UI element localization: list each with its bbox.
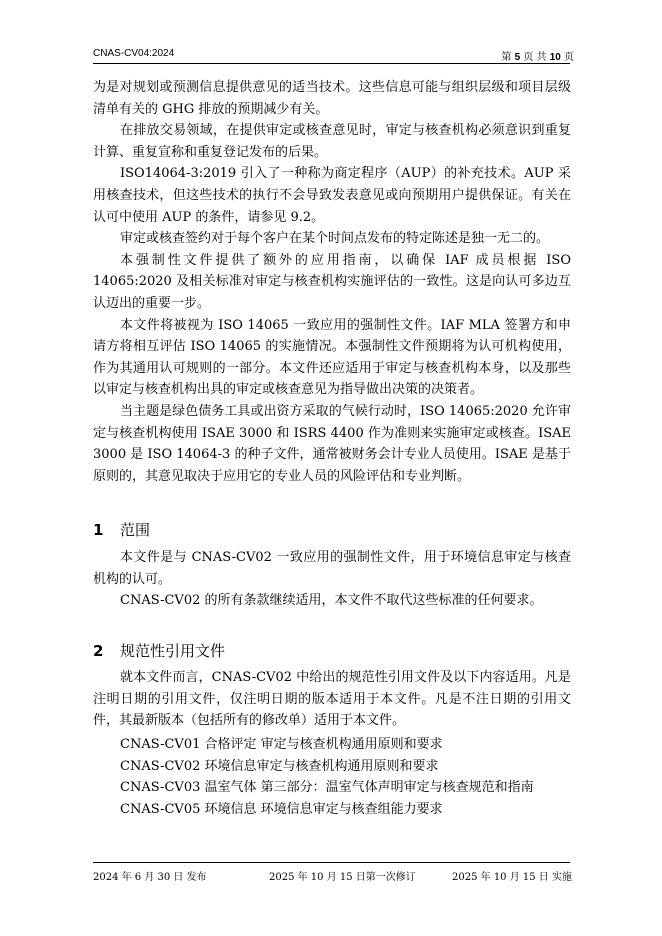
section-paragraph: CNAS-CV02 的所有条款继续适用，本文件不取代这些标准的任何要求。 [120,593,543,609]
intro-paragraph: 本强制性文件提供了额外的应用指南，以确保 IAF 成员根据 ISO 14065:2020 及相关标准对审定与核查机构实施评估的一致性。这是向认可多边互认迈出的重要一步。 [93,252,571,311]
intro-text [93,77,571,487]
page-indicator [501,48,574,63]
section-2-body [93,667,571,732]
publish-date: 2024 年 6 月 30 日 发布 [93,872,207,883]
section-1-body [93,547,571,612]
section-1-heading [93,519,150,540]
header-rule [93,63,570,64]
reference-list [120,734,534,820]
reference-item: CNAS-CV05 环境信息 环境信息审定与核查组能力要求 [120,801,443,817]
section-2-heading [93,640,225,661]
page-number: 5 [514,52,521,63]
section-paragraph: 本文件是与 CNAS-CV02 一致应用的强制性文件，用于环境信息审定与核查机构的认可。 [93,550,571,587]
intro-paragraph: 在排放交易领域，在提供审定或核查意见时，审定与核查机构必须意识到重复计算、重复宣称和重复登记发布的后果。 [93,123,571,160]
footer-rule [93,862,570,863]
page-total: 10 [549,52,561,63]
section-title: 范围 [120,521,151,539]
section-number: 2 [93,642,104,660]
reference-item: CNAS-CV01 合格评定 审定与核查机构通用原则和要求 [120,737,443,752]
page-mid: 页 共 [520,52,550,63]
document-id: CNAS-CV04:2024 [93,48,175,59]
intro-paragraph: ISO14064-3:2019 引入了一种称为商定程序（AUP）的补充技术。AUP 采用核查技术，但这些技术的执行不会导致发表意见或向预期用户提供保证。有关在认可中使用 AUP 的条件，请参见 9.2。 [93,166,571,225]
intro-paragraph: 为是对规划或预测信息提供意见的适当技术。这些信息可能与组织层级和项目层级清单有关的 GHG 排放的预期减少有关。 [93,80,571,117]
section-paragraph: 就本文件而言，CNAS-CV02 中给出的规范性引用文件及以下内容适用。凡是注明日期的引用文件，仅注明日期的版本适用于本文件。凡是不注日期的引用文件，其最新版本（包括所有的修改单）适用于本文件。 [93,670,571,729]
effective-date: 2025 年 10 月 15 日 实施 [452,872,572,883]
section-number: 1 [93,521,104,539]
reference-item: CNAS-CV03 温室气体 第三部分：温室气体声明审定与核查规范和指南 [120,780,534,796]
section-title: 规范性引用文件 [120,642,226,660]
intro-paragraph: 当主题是绿色债务工具或出资方采取的气候行动时，ISO 14065:2020 允许审定与核查机构使用 ISAE 3000 和 ISRS 4400 作为准则来实施审定或核查。ISAE 3000 是 ISO 14064-3 的种子文件，通常被财务会计专业人员使用。ISAE 是基于原则的，其意见取决于应用它的专业人员的风险评估和专业判断。 [93,403,571,484]
page-suffix: 页 [560,52,574,63]
intro-paragraph: 审定或核查签约对于每个客户在某个时间点发布的特定陈述是独一无二的。 [120,231,550,247]
page-prefix: 第 [501,52,515,63]
reference-item: CNAS-CV02 环境信息审定与核查机构通用原则和要求 [120,758,439,774]
intro-paragraph: 本文件将被视为 ISO 14065 一致应用的强制性文件。IAF MLA 签署方和申请方将相互评估 ISO 14065 的实施情况。本强制性文件预期将为认可机构使用，作为其通用认可规则的一部分。本文件还应适用于审定与核查机构本身，以及那些以审定与核查机构出具的审定或核查意见为指导做出决策的决策者。 [93,317,571,398]
revision-date: 2025 年 10 月 15 日第一次修订 [269,872,416,883]
